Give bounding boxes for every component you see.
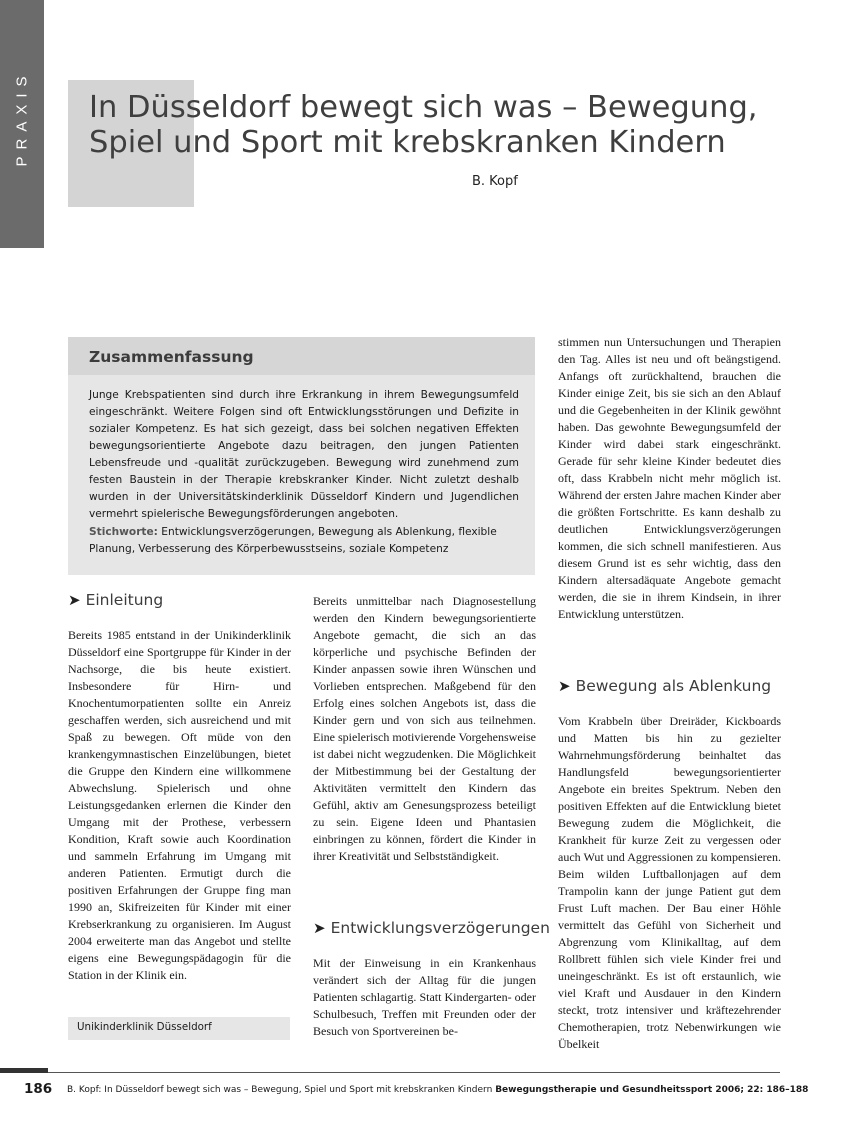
column-middle-lower xyxy=(313,955,536,1040)
section-heading-label: Bewegung als Ablenkung xyxy=(575,677,772,695)
column-right-lower xyxy=(558,713,781,1053)
section-tab-label: PRAXIS xyxy=(13,69,31,167)
footer-citation-text: B. Kopf: In Düsseldorf bewegt sich was – Bewegung, Spiel und Sport mit krebskranken Kindern xyxy=(67,1085,493,1095)
summary-heading: Zusammenfassung xyxy=(89,348,254,366)
summary-box xyxy=(68,337,535,575)
arrow-icon: ➤ xyxy=(558,677,571,695)
arrow-icon: ➤ xyxy=(68,591,81,609)
column-left xyxy=(68,627,291,984)
section-heading-einleitung xyxy=(68,591,163,609)
article-author: B. Kopf xyxy=(472,174,518,189)
summary-text: Junge Krebspatienten sind durch ihre Erkrankung in ihrem Bewegungsumfeld eingeschränkt. Weitere Folgen sind oft Entwicklungsstörungen und Defizite in sozialer Kompetenz. Es hat sich gezeigt, dass bei solchen negativen Effekten bewegungsorientierte Angebote dazu beitragen, den jungen Patienten Lebensfreude und -qualität zurückzugeben. Bewegung wird zunehmend zum festen Baustein in der Therapie krebskranker Kinder. Nicht zuletzt deshalb wurden in der Universitätskinderklinik Düsseldorf Kindern und Jugendlichen vermehrt spielerische Bewegungsförderungen angeboten. xyxy=(89,389,519,520)
paragraph-middle: Bereits unmittelbar nach Diagnosestellung werden den Kindern bewegungsorientierte Angebote gemacht, die sich an das körperliche und psychische Befinden der Kinder anpassen sowie ihren Wünschen und Vorlieben entsprechen. Maßgebend für den Erfolg eines solchen Angebots ist, dass die Kinder gern und von sich aus teilnehmen. Eine spielerisch motivierende Vorgehensweise ist dabei nicht wegzudenken. Die Möglichkeit der Mitbestimmung bei der Gestaltung der Aktivitäten vermittelt den Kindern das Gefühl, aktiv am Genesungsprozess beteiligt zu sein. Eigene Ideen und Phantasien einbringen zu können, fördert die Kinder in ihrer Kreativität und Selbstständigkeit. xyxy=(313,594,536,863)
footer-divider xyxy=(48,1072,780,1073)
arrow-icon: ➤ xyxy=(313,919,326,937)
section-heading-ablenkung xyxy=(558,677,771,695)
keywords-text: Entwicklungsverzögerungen, Bewegung als Ablenkung, flexible Planung, Verbesserung des Körperbewusstseins, soziale Kompetenz xyxy=(89,526,497,555)
footer-citation xyxy=(67,1085,808,1095)
page-number: 186 xyxy=(24,1081,53,1097)
paragraph-einleitung: Bereits 1985 entstand in der Unikinderklinik Düsseldorf eine Sportgruppe für Kinder in der Nachsorge, die bis heute existiert. Insbesondere für Hirn- und Knochentumorpatienten sollte ein Anreiz geschaffen werden, sich ausreichend und mit Spaß zu bewegen. Oft müde von den krankengymnastischen Einzelübungen, bietet die Gruppe den Kindern eine willkommene Abwechslung. Spielerisch und ohne Leistungsgedanken erlernen die Kinder den Umgang mit der Prothese, verbessern Kondition, Kraft sowie auch Koordination und sammeln Erfahrung im Umgang mit anderen Patienten. Ermutigt durch die positiven Erfahrungen der Gruppe fing man 1990 an, Skifreizeiten für Kinder mit einer Krebserkrankung zu organisieren. Im August 2004 erweiterte man das Angebot und stellte eigens eine Bewegungspädagogin für die Station in der Klinik ein. xyxy=(68,628,291,982)
paragraph-right: stimmen nun Untersuchungen und Therapien den Tag. Alles ist neu und oft beängstigend. Anfangs oft zurückhaltend, brauchen die Kinder einige Zeit, bis sie sich an den Ablauf und die Gegebenheiten in der Klinik gewöhnt haben. Das gewohnte Bewegungsumfeld der Kinder wird dabei stark eingeschränkt. Gerade für sehr kleine Kinder bedeutet dies oft, dass Krabbeln nicht mehr möglich ist. Während der ersten Jahre machen Kinder aber die größten Fortschritte. Es kann deshalb zu deutlichen Entwicklungsverzögerungen kommen, die sich schnell manifestieren. Aus diesem Grund ist es sehr wichtig, dass den Kindern altersadäquate Angebote gemacht werden, die sie in ihrem Kindsein, in ihrer Entwicklung unterstützen. xyxy=(558,335,781,621)
caption-text: Unikinderklinik Düsseldorf xyxy=(77,1021,212,1033)
paragraph-entwicklung: Mit der Einweisung in ein Krankenhaus verändert sich der Alltag für die jungen Patienten schlagartig. Statt Kindergarten- oder Schulbesuch, Treffen mit Freunden oder der Besuch von Sportvereinen be- xyxy=(313,956,536,1038)
section-heading-entwicklung xyxy=(313,919,550,937)
summary-header xyxy=(68,337,535,375)
footer-mark xyxy=(0,1068,48,1073)
article-title: In Düsseldorf bewegt sich was – Bewegung, Spiel und Sport mit krebskranken Kindern xyxy=(89,90,758,160)
keywords xyxy=(89,524,519,558)
footer-journal: Bewegungstherapie und Gesundheitssport 2006; 22: 186–188 xyxy=(495,1085,809,1095)
section-tab xyxy=(0,0,44,248)
paragraph-ablenkung: Vom Krabbeln über Dreiräder, Kickboards und Matten bis hin zu gezielter Wahrnehmungsförderung beinhaltet das Handlungsfeld bewegungsorientierter Angebote ein breites Spektrum. Neben den positiven Effekten auf die Entwicklung bietet Bewegung zudem die Möglichkeit, die Krankheit für kurze Zeit zu vergessen oder auch Wut und Aggressionen zu kompensieren. Beim wilden Luftballonjagen auf dem Trampolin kann der junge Patient gut dem Frust Luft machen. Der Bau einer Höhle vermittelt das Gefühl von Sicherheit und Abgrenzung vom Klinikalltag, auf dem Rollbrett fühlen sich viele Kinder frei und uneingeschränkt. Es ist oft erstaunlich, wie viel Kraft und Ausdauer in den Kindern steckt, trotz intensiver und kräftezehrender Chemotherapien, trotz Nebenwirkungen wie Übelkeit xyxy=(558,714,781,1051)
column-middle xyxy=(313,593,536,865)
keywords-label: Stichworte: xyxy=(89,526,158,538)
section-heading-label: Einleitung xyxy=(85,591,164,609)
column-right xyxy=(558,334,781,623)
section-heading-label: Entwicklungsverzögerungen xyxy=(330,919,550,937)
image-caption xyxy=(68,1017,290,1040)
